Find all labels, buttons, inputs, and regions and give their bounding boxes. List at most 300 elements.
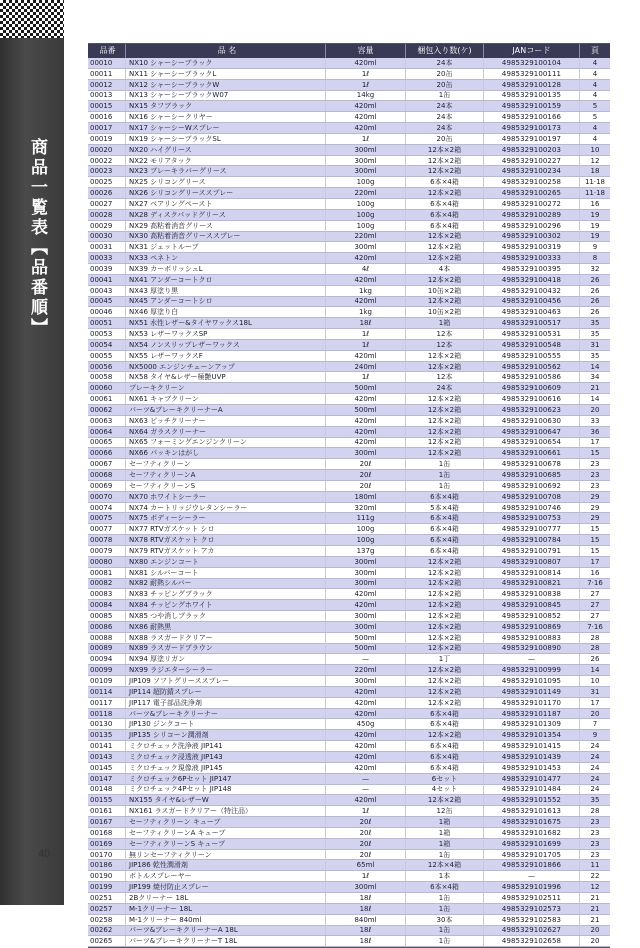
table-row <box>88 665 610 676</box>
cell-pack: 1箱 <box>406 817 484 827</box>
cell-pack: 12本×2箱 <box>406 427 484 437</box>
cell-jan: 4985329101996 <box>484 882 580 892</box>
cell-page: 36 <box>590 427 600 436</box>
cell-name: NX28 ディスクパッドグリース <box>126 210 326 220</box>
cell-pack: 1缶 <box>406 90 484 100</box>
cell-name: NX81 シルバーコート <box>126 568 326 578</box>
table-row <box>88 535 610 546</box>
cell-page: 33 <box>590 416 600 425</box>
cell-pack: 24本 <box>406 123 484 133</box>
cell-code: 00026 <box>88 188 126 198</box>
cell-name: NX30 高粘着消音グリーススプレー <box>126 231 326 241</box>
cell-jan: 4985329101095 <box>484 676 580 686</box>
cell-code: 00170 <box>88 850 126 860</box>
cell-code: 00089 <box>88 643 126 653</box>
cell-name: ミクロチェック6Pセット JIP147 <box>126 774 326 784</box>
cell-volume: 1ℓ <box>326 134 406 144</box>
cell-page: 32 <box>590 264 600 273</box>
cell-jan: 4985329100890 <box>484 643 580 653</box>
cell-pack: 6本×4箱 <box>406 546 484 556</box>
table-row <box>88 546 610 557</box>
cell-jan: — <box>484 654 580 664</box>
cell-name: NX41 アンダーコートクロ <box>126 275 326 285</box>
cell-name: NX15 タフブラック <box>126 101 326 111</box>
cell-volume: 18ℓ <box>326 893 406 903</box>
cell-page: 21 <box>590 915 600 924</box>
cell-pack: 1箱 <box>406 839 484 849</box>
cell-name: NX88 ラスガードクリアー <box>126 633 326 643</box>
cell-volume: 420ml <box>326 351 406 361</box>
table-row <box>88 253 610 264</box>
cell-jan: 4985329100258 <box>484 177 580 187</box>
table-row <box>88 232 610 243</box>
cell-volume: 420ml <box>326 427 406 437</box>
cell-name: NX54 ノンスリップレザーワックス <box>126 340 326 350</box>
cell-name: NX26 シリコングリーススプレー <box>126 188 326 198</box>
cell-page: 22 <box>590 872 600 881</box>
table-row <box>88 362 610 373</box>
cell-jan: 4985329100814 <box>484 568 580 578</box>
cell-name: NX11 シャーシーブラックL <box>126 69 326 79</box>
cell-page: 27 <box>590 590 600 599</box>
cell-jan: 4985329100548 <box>484 340 580 350</box>
cell-volume: 420ml <box>326 730 406 740</box>
cell-volume: 320ml <box>326 503 406 513</box>
table-row <box>88 156 610 167</box>
cell-jan: 4985329100159 <box>484 101 580 111</box>
table-row <box>88 622 610 633</box>
cell-name: パーツ&ブレーキクリーナーA <box>126 405 326 415</box>
cell-pack: 12本×2箱 <box>406 578 484 588</box>
cell-volume: 20ℓ <box>326 481 406 491</box>
cell-name: NX78 RTVガスケット クロ <box>126 535 326 545</box>
cell-name: NX63 ピッチクリーナー <box>126 416 326 426</box>
cell-volume: 100g <box>326 535 406 545</box>
cell-page: 26 <box>590 286 600 295</box>
table-row <box>88 741 610 752</box>
table-row <box>88 297 610 308</box>
cell-volume: 100g <box>326 524 406 534</box>
cell-jan: 4985329100289 <box>484 210 580 220</box>
cell-jan: 4985329101187 <box>484 709 580 719</box>
table-row <box>88 372 610 383</box>
table-row <box>88 199 610 210</box>
cell-volume: 20ℓ <box>326 817 406 827</box>
cell-pack: 12缶 <box>406 806 484 816</box>
cell-page: 15 <box>590 536 600 545</box>
cell-name: NX33 ペネトン <box>126 253 326 263</box>
cell-pack: 12本×2箱 <box>406 188 484 198</box>
cell-volume: 300ml <box>326 622 406 632</box>
cell-code: 00082 <box>88 578 126 588</box>
table-row <box>88 568 610 579</box>
cell-name: 2Bクリーナー 18L <box>126 893 326 903</box>
cell-pack: 6本×4箱 <box>406 535 484 545</box>
table-row <box>88 839 610 850</box>
cell-code: 00155 <box>88 795 126 805</box>
cell-jan: 4985329100647 <box>484 427 580 437</box>
cell-pack: 12本×2箱 <box>406 405 484 415</box>
cell-code: 00161 <box>88 806 126 816</box>
cell-volume: 300ml <box>326 676 406 686</box>
cell-pack: 1箱 <box>406 318 484 328</box>
cell-page: 14 <box>590 666 600 675</box>
cell-pack: 6本×4箱 <box>406 709 484 719</box>
cell-page: 31 <box>590 340 600 349</box>
cell-page: 24 <box>590 763 600 772</box>
cell-pack: 12本×4箱 <box>406 860 484 870</box>
cell-page: 28 <box>590 633 600 642</box>
cell-volume: 420ml <box>326 437 406 447</box>
cell-page: 23 <box>590 460 600 469</box>
cell-code: 00016 <box>88 112 126 122</box>
cell-name: NX51 水性レザー&タイヤワックス18L <box>126 318 326 328</box>
cell-page: 18 <box>590 167 600 176</box>
table-row <box>88 730 610 741</box>
cell-name: NX20 ハイグリース <box>126 145 326 155</box>
cell-name: セーフティクリーン <box>126 459 326 469</box>
cell-volume: — <box>326 654 406 664</box>
cell-code: 00012 <box>88 80 126 90</box>
cell-pack: 12本×2箱 <box>406 351 484 361</box>
cell-code: 00045 <box>88 296 126 306</box>
cell-jan: 4985329100609 <box>484 383 580 393</box>
cell-name: NX27 ベアリングペースト <box>126 199 326 209</box>
cell-jan: 4985329100623 <box>484 405 580 415</box>
cell-name: JIP135 シリコーン潤滑剤 <box>126 730 326 740</box>
cell-name: NX17 シャーシーWスプレー <box>126 123 326 133</box>
cell-volume: 100g <box>326 221 406 231</box>
cell-volume: 420ml <box>326 275 406 285</box>
cell-page: 23 <box>590 470 600 479</box>
cell-pack: 12本×2箱 <box>406 622 484 632</box>
cell-page: 21 <box>590 893 600 902</box>
cell-pack: 12本×2箱 <box>406 253 484 263</box>
cell-pack: 6セット <box>406 774 484 784</box>
cell-jan: 4985329102627 <box>484 925 580 935</box>
cell-volume: 420ml <box>326 123 406 133</box>
cell-code: 00064 <box>88 427 126 437</box>
cell-page: 20 <box>590 709 600 718</box>
header-volume: 容量 <box>326 44 406 58</box>
cell-pack: 12本×2箱 <box>406 275 484 285</box>
table-row <box>88 524 610 535</box>
cell-page: 26 <box>590 275 600 284</box>
cell-name: JIP199 焼付防止スプレー <box>126 882 326 892</box>
cell-volume: 220ml <box>326 188 406 198</box>
table-row <box>88 709 610 720</box>
cell-volume: 300ml <box>326 882 406 892</box>
cell-name: NX83 チッピングブラック <box>126 589 326 599</box>
cell-name: セーフティクリーンA キューブ <box>126 828 326 838</box>
cell-volume: 420ml <box>326 763 406 773</box>
cell-code: 00017 <box>88 123 126 133</box>
cell-code: 00099 <box>88 665 126 675</box>
cell-jan: 4985329101699 <box>484 839 580 849</box>
cell-code: 00114 <box>88 687 126 697</box>
cell-code: 00015 <box>88 101 126 111</box>
cell-jan: 4985329100166 <box>484 112 580 122</box>
cell-code: 00039 <box>88 264 126 274</box>
cell-page: 4 <box>592 80 598 89</box>
cell-jan: 4985329100463 <box>484 307 580 317</box>
table-row <box>88 101 610 112</box>
cell-code: 00258 <box>88 915 126 925</box>
cell-jan: 4985329100104 <box>484 58 580 68</box>
cell-page: 24 <box>590 752 600 761</box>
table-row <box>88 763 610 774</box>
cell-pack: 12本×2箱 <box>406 665 484 675</box>
table-row <box>88 188 610 199</box>
cell-pack: 10缶×2箱 <box>406 286 484 296</box>
cell-name: パーツ&ブレーキクリーナー <box>126 709 326 719</box>
cell-jan: 4985329102658 <box>484 936 580 946</box>
cell-volume: 500ml <box>326 633 406 643</box>
cell-code: 00061 <box>88 394 126 404</box>
table-row <box>88 405 610 416</box>
cell-volume: 420ml <box>326 416 406 426</box>
cell-volume: 420ml <box>326 600 406 610</box>
cell-volume: 420ml <box>326 795 406 805</box>
cell-pack: 4セット <box>406 784 484 794</box>
cell-code: 00143 <box>88 752 126 762</box>
cell-pack: 20缶 <box>406 69 484 79</box>
cell-name: JIP186 乾性潤滑剤 <box>126 860 326 870</box>
table-row <box>88 513 610 524</box>
sidebar-title: 商品一覧表【品番順】 <box>27 138 47 338</box>
cell-page: 7·16 <box>587 622 603 631</box>
cell-pack: 12本×2箱 <box>406 698 484 708</box>
cell-volume: 137g <box>326 546 406 556</box>
table-row <box>88 752 610 763</box>
cell-page: 20 <box>590 926 600 935</box>
cell-page: 28 <box>590 807 600 816</box>
cell-jan: 4985329100562 <box>484 362 580 372</box>
table-row <box>88 470 610 481</box>
cell-jan: 4985329100821 <box>484 578 580 588</box>
cell-code: 00074 <box>88 503 126 513</box>
cell-jan: 4985329101149 <box>484 687 580 697</box>
cell-pack: 1缶 <box>406 470 484 480</box>
cell-jan: 4985329100654 <box>484 437 580 447</box>
cell-pack: 1缶 <box>406 925 484 935</box>
cell-pack: 24本 <box>406 101 484 111</box>
cell-page: 23 <box>590 828 600 837</box>
cell-jan: 4985329100661 <box>484 448 580 458</box>
cell-name: NX53 レザーワックスSP <box>126 329 326 339</box>
cell-name: NX5000 エンジンチェーンアップ <box>126 362 326 372</box>
cell-code: 00141 <box>88 741 126 751</box>
cell-pack: 12本×2箱 <box>406 437 484 447</box>
cell-jan: 4985329100586 <box>484 372 580 382</box>
cell-code: 00046 <box>88 307 126 317</box>
cell-volume: 100g <box>326 177 406 187</box>
cell-code: 00010 <box>88 58 126 68</box>
cell-pack: 1缶 <box>406 936 484 946</box>
cell-name: NX39 カーボリッシュL <box>126 264 326 274</box>
cell-name: 無リンセーフティクリーン <box>126 850 326 860</box>
cell-jan: 4985329100319 <box>484 242 580 252</box>
cell-page: 19 <box>590 210 600 219</box>
cell-pack: 6本×4箱 <box>406 177 484 187</box>
cell-pack: 12本×2箱 <box>406 242 484 252</box>
cell-volume: 500ml <box>326 383 406 393</box>
cell-page: 19 <box>590 221 600 230</box>
cell-name: M-1クリーナー 840ml <box>126 915 326 925</box>
cell-volume: 18ℓ <box>326 936 406 946</box>
cell-name: セーフティクリーンA <box>126 470 326 480</box>
product-table <box>88 43 610 948</box>
cell-pack: 6本×4箱 <box>406 199 484 209</box>
cell-volume: 300ml <box>326 156 406 166</box>
cell-pack: 12本×2箱 <box>406 557 484 567</box>
cell-name: ミクロチェック現像液 JIP145 <box>126 763 326 773</box>
cell-code: 00199 <box>88 882 126 892</box>
cell-jan: 4985329101309 <box>484 719 580 729</box>
cell-name: NX155 タイヤ&レザーW <box>126 795 326 805</box>
cell-code: 00079 <box>88 546 126 556</box>
cell-code: 00055 <box>88 351 126 361</box>
cell-jan: 4985329100753 <box>484 513 580 523</box>
cell-volume: 240ml <box>326 362 406 372</box>
cell-name: NX22 モリアタック <box>126 156 326 166</box>
cell-code: 00075 <box>88 513 126 523</box>
table-row <box>88 698 610 709</box>
cell-code: 00118 <box>88 709 126 719</box>
cell-volume: 420ml <box>326 394 406 404</box>
table-row <box>88 329 610 340</box>
cell-code: 00135 <box>88 730 126 740</box>
cell-jan: 4985329100777 <box>484 524 580 534</box>
cell-volume: 100g <box>326 210 406 220</box>
cell-code: 00058 <box>88 372 126 382</box>
cell-code: 00088 <box>88 633 126 643</box>
cell-page: 7 <box>592 720 598 729</box>
cell-page: 15 <box>590 449 600 458</box>
cell-name: パーツ&ブレーキクリーナーA 18L <box>126 925 326 935</box>
cell-pack: 12本×2箱 <box>406 568 484 578</box>
cell-page: 26 <box>590 297 600 306</box>
table-row <box>88 351 610 362</box>
table-row <box>88 286 610 297</box>
cell-code: 00027 <box>88 199 126 209</box>
cell-code: 00056 <box>88 362 126 372</box>
cell-jan: 4985329101415 <box>484 741 580 751</box>
header-pack: 梱包入り数(ケ) <box>406 44 484 58</box>
cell-name: JIP114 超防錆スプレー <box>126 687 326 697</box>
cell-jan: 4985329101484 <box>484 784 580 794</box>
cell-page: 11 <box>590 861 600 870</box>
table-row <box>88 503 610 514</box>
cell-jan: 4985329100234 <box>484 166 580 176</box>
cell-volume: 20ℓ <box>326 459 406 469</box>
table-row <box>88 307 610 318</box>
cell-pack: 20缶 <box>406 80 484 90</box>
cell-name: NX46 厚塗り白 <box>126 307 326 317</box>
table-row <box>88 210 610 221</box>
cell-page: 29 <box>590 503 600 512</box>
cell-pack: 12本×2箱 <box>406 600 484 610</box>
cell-jan: 4985329102583 <box>484 915 580 925</box>
cell-page: 11·18 <box>584 189 606 198</box>
cell-name: ミクロチェック浸透液 JIP143 <box>126 752 326 762</box>
table-row <box>88 69 610 80</box>
cell-name: NX12 シャーシーブラックW <box>126 80 326 90</box>
cell-code: 00147 <box>88 774 126 784</box>
cell-volume: 220ml <box>326 665 406 675</box>
cell-volume: 4ℓ <box>326 264 406 274</box>
cell-code: 00078 <box>88 535 126 545</box>
header-jan: JANコード <box>484 44 580 58</box>
table-row <box>88 676 610 687</box>
cell-volume: 1kg <box>326 286 406 296</box>
cell-pack: 12本×2箱 <box>406 296 484 306</box>
cell-jan: 4985329100678 <box>484 459 580 469</box>
cell-code: 00019 <box>88 134 126 144</box>
cell-name: JIP117 電子部品洗浄剤 <box>126 698 326 708</box>
cell-code: 00030 <box>88 231 126 241</box>
cell-volume: 500ml <box>326 643 406 653</box>
cell-pack: 6本×4箱 <box>406 524 484 534</box>
cell-volume: 18ℓ <box>326 904 406 914</box>
cell-jan: 4985329100791 <box>484 546 580 556</box>
cell-code: 00084 <box>88 600 126 610</box>
cell-code: 00029 <box>88 221 126 231</box>
cell-page: 17 <box>590 698 600 707</box>
cell-volume: 300ml <box>326 557 406 567</box>
table-row <box>88 427 610 438</box>
cell-volume: 20ℓ <box>326 850 406 860</box>
cell-name: NX70 ホワイトシーラー <box>126 492 326 502</box>
table-row <box>88 318 610 329</box>
table-row <box>88 394 610 405</box>
cell-pack: 4本 <box>406 264 484 274</box>
cell-name: パーツ&ブレーキクリーナーT 18L <box>126 936 326 946</box>
cell-jan: 4985329100883 <box>484 633 580 643</box>
cell-pack: 12本 <box>406 329 484 339</box>
table-row <box>88 242 610 253</box>
cell-jan: 4985329100531 <box>484 329 580 339</box>
cell-jan: 4985329100203 <box>484 145 580 155</box>
table-row <box>88 785 610 796</box>
cell-jan: — <box>484 871 580 881</box>
cell-pack: 12本×2箱 <box>406 795 484 805</box>
cell-jan: 4985329100456 <box>484 296 580 306</box>
cell-jan: 4985329100517 <box>484 318 580 328</box>
cell-volume: 420ml <box>326 589 406 599</box>
cell-volume: 300ml <box>326 242 406 252</box>
cell-code: 00262 <box>88 925 126 935</box>
cell-volume: 420ml <box>326 101 406 111</box>
table-row <box>88 850 610 861</box>
cell-name: NX89 ラスガードブラウン <box>126 643 326 653</box>
table-row <box>88 611 610 622</box>
table-row <box>88 383 610 394</box>
cell-code: 00054 <box>88 340 126 350</box>
cell-name: NX84 チッピングホワイト <box>126 600 326 610</box>
table-row <box>88 416 610 427</box>
cell-page: 4 <box>592 58 598 67</box>
cell-page: 21 <box>590 384 600 393</box>
cell-pack: 6本×4箱 <box>406 741 484 751</box>
cell-code: 00083 <box>88 589 126 599</box>
header-name: 品 名 <box>126 44 326 58</box>
cell-jan: 4985329101675 <box>484 817 580 827</box>
cell-jan: 4985329100708 <box>484 492 580 502</box>
table-row <box>88 817 610 828</box>
cell-volume: 18ℓ <box>326 318 406 328</box>
cell-volume: 420ml <box>326 58 406 68</box>
